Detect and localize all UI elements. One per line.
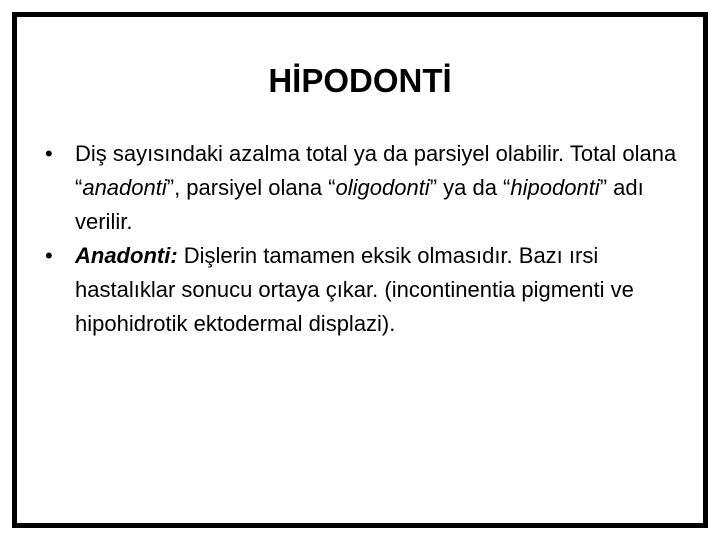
bullet-dot-icon: • [45, 243, 53, 268]
term-anadonti-heading: Anadonti: [75, 243, 178, 268]
bullet-text: Dişlerin tamamen eksik olmasıdır. Bazı ırsi hastalıklar sonucu ortaya çıkar. (incontinentia pigmenti ve hipohidrotik ektodermal displazi). [75, 243, 634, 336]
slide-title: HİPODONTİ [268, 62, 452, 99]
bullet-text: ” ya da “ [429, 175, 511, 200]
bullet-text: Diş sayısındaki azalma total ya da parsiyel olabilir. Total olana “ [75, 141, 677, 200]
bullet-item-hipodonti-definition [41, 137, 681, 239]
bullet-text: ” adı verilir. [75, 175, 644, 234]
slide [12, 12, 708, 528]
term-anadonti: anadonti [82, 175, 167, 200]
bullet-dot-icon: • [45, 141, 53, 166]
bullet-item-anadonti [41, 239, 681, 341]
bullet-list [41, 137, 681, 341]
term-oligodonti: oligodonti [335, 175, 430, 200]
term-hipodonti: hipodonti [510, 175, 600, 200]
bullet-text: ”, parsiyel olana “ [166, 175, 336, 200]
